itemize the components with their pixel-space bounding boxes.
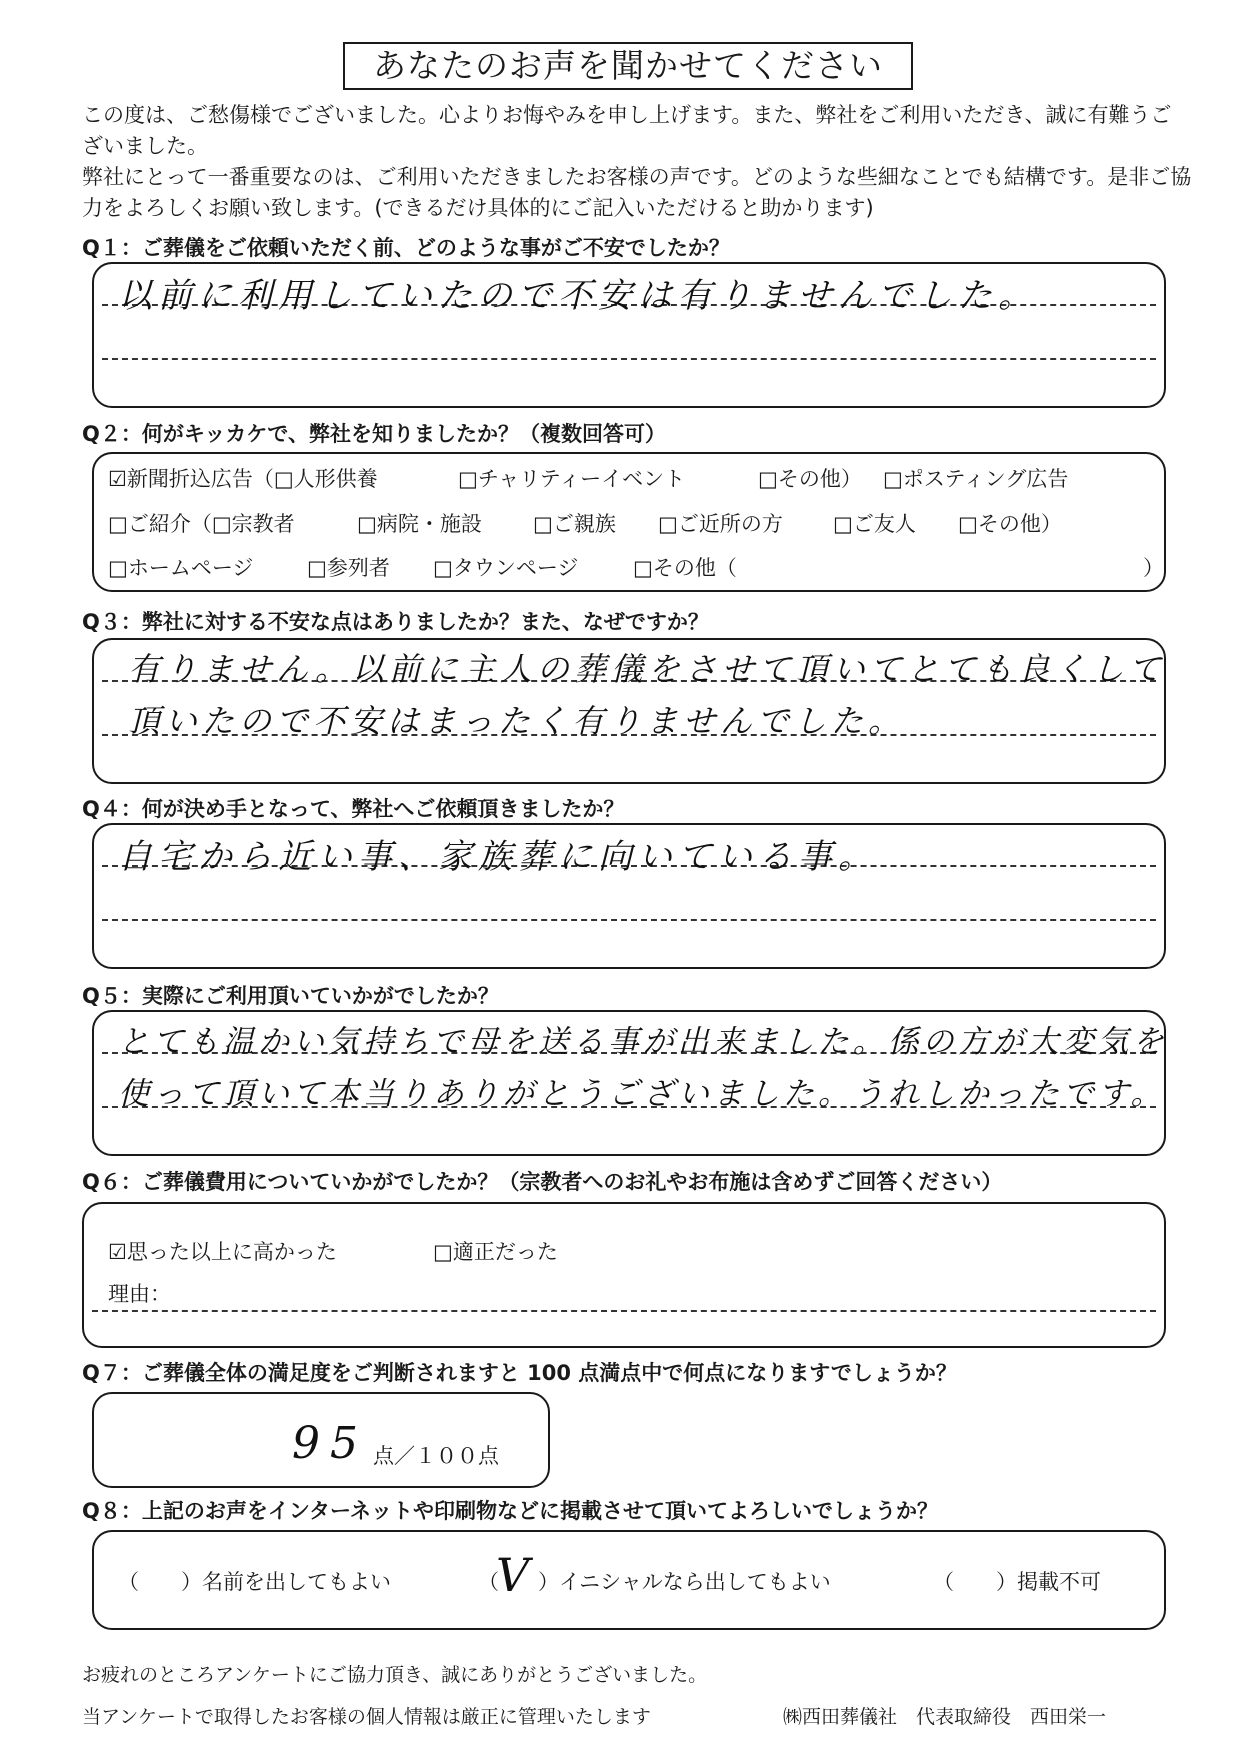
intro-paragraph-1: この度は、ご愁傷様でございました。心よりお悔やみを申し上げます。また、弊社をご利用いただき、誠に有難うございました。 [82, 103, 1172, 158]
q7-question: Q７：ご葬儀全体の満足度をご判断されますと 100 点満点中で何点になりますでしょうか？ [82, 1361, 957, 1385]
q2-option-neighbors: □ご近所の方 [658, 512, 783, 536]
q6-answer-box [82, 1202, 1166, 1348]
footer-thanks: お疲れのところアンケートにご協力頂き、誠にありがとうございました。 [82, 1664, 708, 1686]
q6-option-expensive: ☑思った以上に高かった [108, 1240, 337, 1264]
q6-reason-line [92, 1310, 1156, 1312]
q7-score: 95 [292, 1418, 368, 1469]
q8-question: Q８：上記のお声をインターネットや印刷物などに掲載させて頂いてよろしいでしょうか？ [82, 1499, 938, 1523]
q2-option-attendee: □参列者 [307, 556, 390, 580]
q8-option-not-allowed: （ ）掲載不可 [933, 1570, 1101, 1594]
q5-answer-line-2: 使って頂いて本当りありがとうございました。うれしかったです。 [118, 1076, 1166, 1112]
q6-question: Q６：ご葬儀費用についていかがでしたか？（宗教者へのお礼やお布施は含めずご回答ください） [82, 1170, 1003, 1194]
q2-option-homepage: □ホームページ [108, 556, 254, 580]
q1-line-2 [102, 358, 1156, 360]
q2-option-friends: □ご友人 [833, 512, 916, 536]
q8-option-name-ok: （ ）名前を出してもよい [118, 1570, 391, 1594]
q3-answer-line-1: 有りません。以前に主人の葬儀をさせて頂いてとても良くして [128, 650, 1166, 688]
intro-paragraph-2: 弊社にとって一番重要なのは、ご利用いただきましたお客様の声です。どのような些細なことでも結構です。是非ご協力をよろしくお願い致します。(できるだけ具体的にご記入いただけると助かります) [82, 165, 1192, 220]
q8-option-initials-close: ）イニシャルなら出してもよい [538, 1570, 831, 1594]
q2-option-relatives: □ご親族 [533, 512, 616, 536]
q8-option-initials-open: （ [478, 1570, 499, 1594]
q2-option-charity: □チャリティーイベント [458, 467, 686, 491]
footer-privacy: 当アンケートで取得したお客様の個人情報は厳正に管理いたします [82, 1706, 651, 1728]
q4-line-2 [102, 919, 1156, 921]
q2-option-other-2: □その他） [958, 512, 1062, 536]
page-title: あなたのお声を聞かせてください [343, 42, 913, 90]
q1-question: Q１：ご葬儀をご依頼いただく前、どのような事がご不安でしたか？ [82, 236, 730, 260]
q2-option-other-1: □その他） [758, 467, 862, 491]
q3-answer-line-2: 頂いたので不安はまったく有りませんでした。 [128, 702, 906, 740]
q5-answer-line-1: とても温かい気持ちで母を送る事が出来ました。係の方が大変気を [118, 1024, 1168, 1060]
q2-question: Q２：何がキッカケで、弊社を知りましたか？（複数回答可） [82, 422, 667, 446]
q6-reason-label: 理由： [108, 1282, 171, 1306]
q2-option-newspaper: ☑新聞折込広告（□人形供養 [108, 467, 378, 491]
q2-option-other-3-close: ） [1143, 556, 1164, 580]
q2-option-other-3: □その他（ [633, 556, 737, 580]
intro-text [82, 100, 1192, 224]
q3-question: Q３：弊社に対する不安な点はありましたか？また、なぜですか？ [82, 610, 709, 634]
q2-option-hospital: □病院・施設 [357, 512, 482, 536]
footer-company: ㈱西田葬儀社 代表取締役 西田栄一 [783, 1706, 1107, 1728]
q1-answer: 以前に利用していたので不安は有りませんでした。 [118, 276, 1038, 316]
q2-option-posting: □ポスティング広告 [883, 467, 1069, 491]
q6-option-reasonable: □適正だった [433, 1240, 558, 1264]
q7-score-suffix: 点／１００点 [373, 1444, 499, 1468]
q2-option-townpage: □タウンページ [433, 556, 579, 580]
q2-option-referral: □ご紹介（□宗教者 [108, 512, 295, 536]
q5-question: Q５：実際にご利用頂いていかがでしたか？ [82, 984, 499, 1008]
q4-question: Q４：何が決め手となって、弊社へご依頼頂きましたか？ [82, 797, 625, 821]
q4-answer: 自宅から近い事、家族葬に向いている事。 [118, 837, 878, 877]
q8-option-initials-mark: V [496, 1548, 530, 1602]
